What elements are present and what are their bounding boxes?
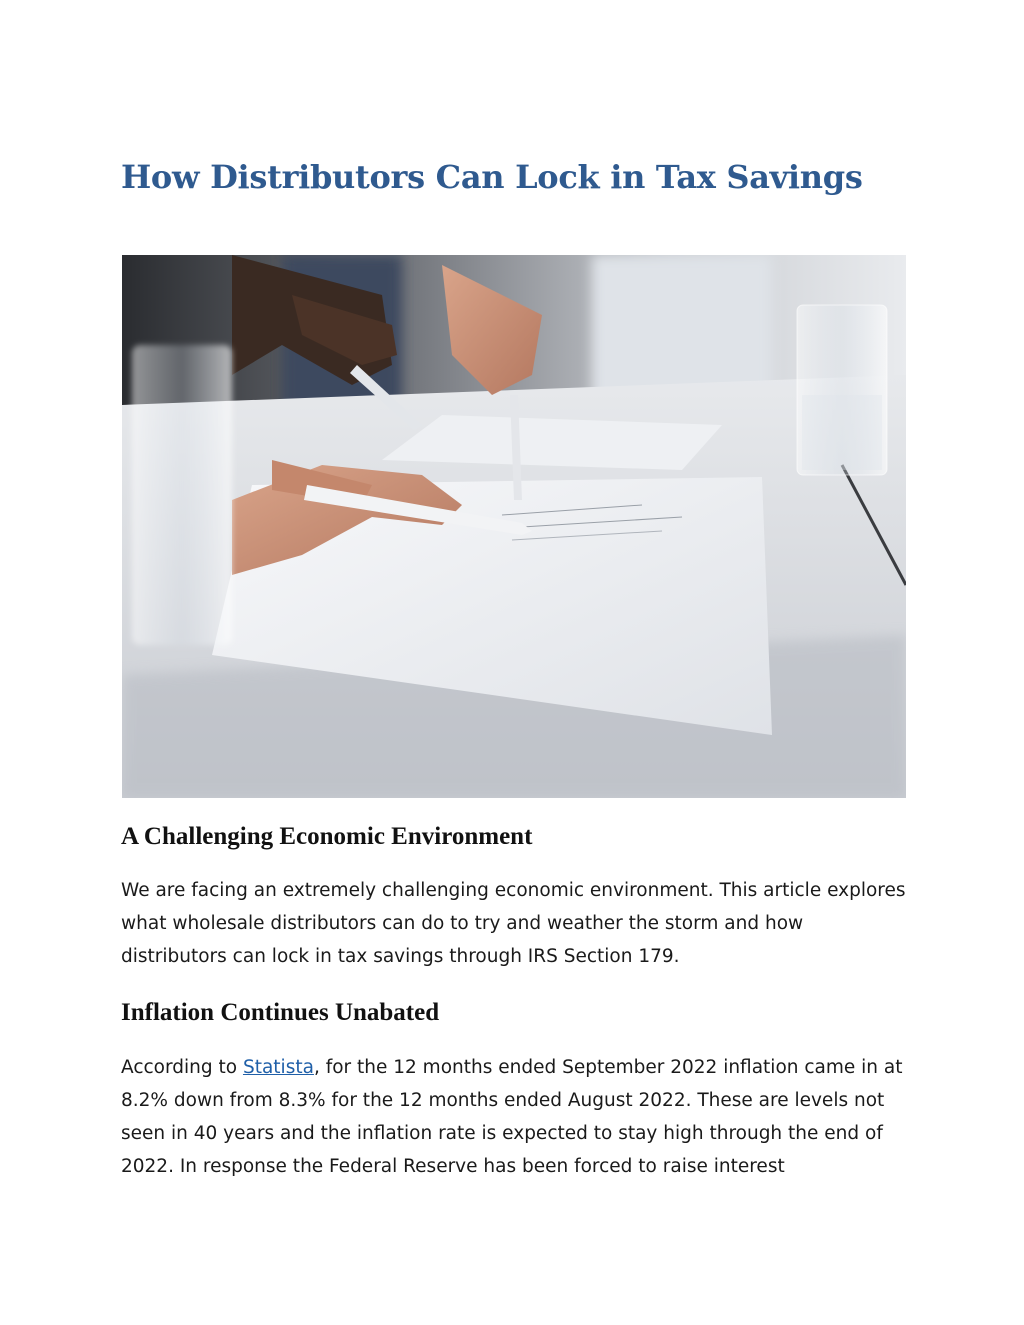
section-heading-economic-environment: A Challenging Economic Environment: [121, 823, 533, 850]
page-title: How Distributors Can Lock in Tax Savings: [121, 158, 863, 196]
paragraph-inflation-intro: According to: [121, 1057, 243, 1078]
paragraph-inflation-rest: , for the 12 months ended September 2022 inflation came in at 8.2% down from 8.3% for the 12 months ended August 2022. These are levels not seen in 40 years and the inflation rate is expected to stay high through the end of 2022. In response the Federal Reserve has been forced to raise interest: [121, 1057, 903, 1177]
hero-image-meeting-hands-documents: [122, 255, 906, 798]
paragraph-inflation: [121, 1051, 911, 1183]
section-heading-inflation: Inflation Continues Unabated: [121, 999, 440, 1026]
paragraph-economic-environment: We are facing an extremely challenging economic environment. This article explores what wholesale distributors can do to try and weather the storm and how distributors can lock in tax savings through IRS Section 179.: [121, 880, 906, 967]
statista-link[interactable]: Statista: [242, 1057, 314, 1078]
